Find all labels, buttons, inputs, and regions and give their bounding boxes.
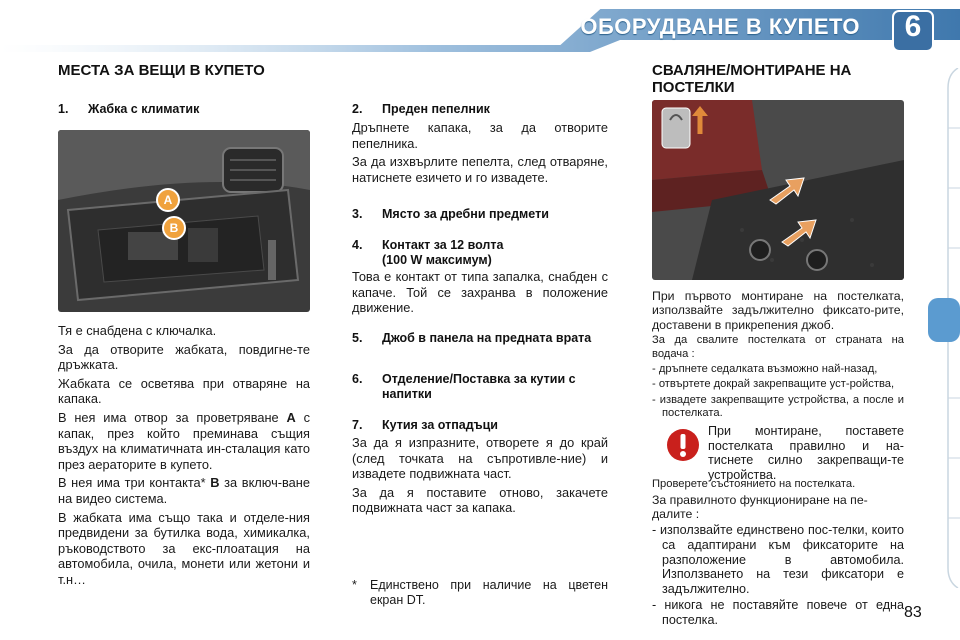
item-1-heading [58, 102, 199, 117]
footnote: * Единствено при наличие на цветен екран DT. [352, 578, 608, 607]
item-title: Жабка с климатик [88, 102, 200, 116]
glovebox-open-text: За да отворите жабката, повдигне-те дръжката. [58, 341, 310, 373]
item-number: 1. [58, 102, 69, 116]
glovebox-compartments-text: В жабката има също така и отделе-ния предвидени за бутилка вода, химикалка, ръководството за екс-плоатация на автомобила, очила, монети или жетони и т.н… [58, 509, 310, 587]
item-7-text: За да я изпразните, отворете я до край (след точката на съпротивле-ние) и извадете подвижната част. За да я поставите отново, закачете подвижната част за капака. [352, 435, 608, 516]
page-number: 83 [904, 604, 922, 621]
remove-step-1: - дръпнете седалката възможно най-назад, [652, 363, 878, 376]
chapter-tabs[interactable] [928, 68, 960, 588]
first-install-text: При първото монтиране на постелката, използвайте задължително фиксато-рите, доставени в прикрепения джоб. [652, 289, 904, 332]
item-4-heading: 4. Контакт за 12 волта (100 W максимум) [352, 238, 504, 267]
item-6-heading: 6. Отделение/Поставка за кутии с напитки [352, 372, 576, 401]
glovebox-sockets-text: В нея има три контакта* B за включ-ване на видео система. [58, 475, 310, 506]
glovebox-photo [58, 130, 310, 312]
mats-warning-details [652, 478, 904, 630]
glovebox-vent-text: В нея има отвор за проветряване A с капак, през който преминава същия въздух на климатичната ин-сталация като през аераторите в купето. [58, 409, 311, 472]
remove-step-3: - извадете закрепващите устройства, а после и постелката. [652, 393, 904, 420]
floor-mat-photo [652, 100, 904, 280]
remove-intro-text: За да свалите постелката от страната на водача : [652, 334, 904, 360]
item-2-heading: 2. Преден пепелник [352, 102, 490, 116]
mats-instructions [652, 289, 904, 423]
chapter-number: 6 [904, 10, 922, 43]
item-7-heading: 7. Кутия за отпадъци [352, 418, 498, 432]
warning-icon [666, 428, 700, 462]
page-header-title: ОБОРУДВАНЕ В КУПЕТО [580, 14, 860, 39]
item-5-heading: 5. Джоб в панела на предната врата [352, 331, 592, 345]
label-a: A [163, 193, 173, 207]
section-title-mats: СВАЛЯНЕ/МОНТИРАНЕ НА ПОСТЕЛКИ [652, 62, 852, 96]
item-4-text: Това е контакт от типа запалка, снабден с капаче. Той се захранва в положение движение. [352, 269, 608, 316]
label-b: B [169, 221, 179, 235]
pedals-intro-text: За правилното функциониране на пе-далите : [652, 493, 868, 522]
item-3-heading: 3. Място за дребни предмети [352, 207, 549, 221]
pedals-rule-1: - използвайте единствено пос-телки, които са адаптирани към фиксаторите на разположение в автомобила. Използването на тези фиксатори е задължително. [652, 523, 904, 596]
item-2-text: Дръпнете капака, за да отворите пепелника. За да изхвърлите пепелта, след отваряне, натиснете езичето и го извадете. [352, 120, 608, 185]
section-title-storage: МЕСТА ЗА ВЕЩИ В КУПЕТО [58, 62, 265, 79]
warning-text: При монтиране, поставете постелката правилно и на-тиснете силно закрепващи-те устройства. [708, 424, 904, 482]
pedals-rule-2: - никога не поставяйте повече от една постелка. [652, 598, 904, 627]
remove-step-2: - отвъртете докрай закрепващите уст-ройства, [652, 378, 895, 391]
glovebox-text [58, 323, 310, 591]
glovebox-light-text: Жабката се осветява при отваряне на капака. [58, 375, 310, 407]
glovebox-lock-text: Тя е снабдена с ключалка. [58, 323, 217, 338]
check-mat-text: Проверете състоянието на постелката. [652, 478, 856, 490]
